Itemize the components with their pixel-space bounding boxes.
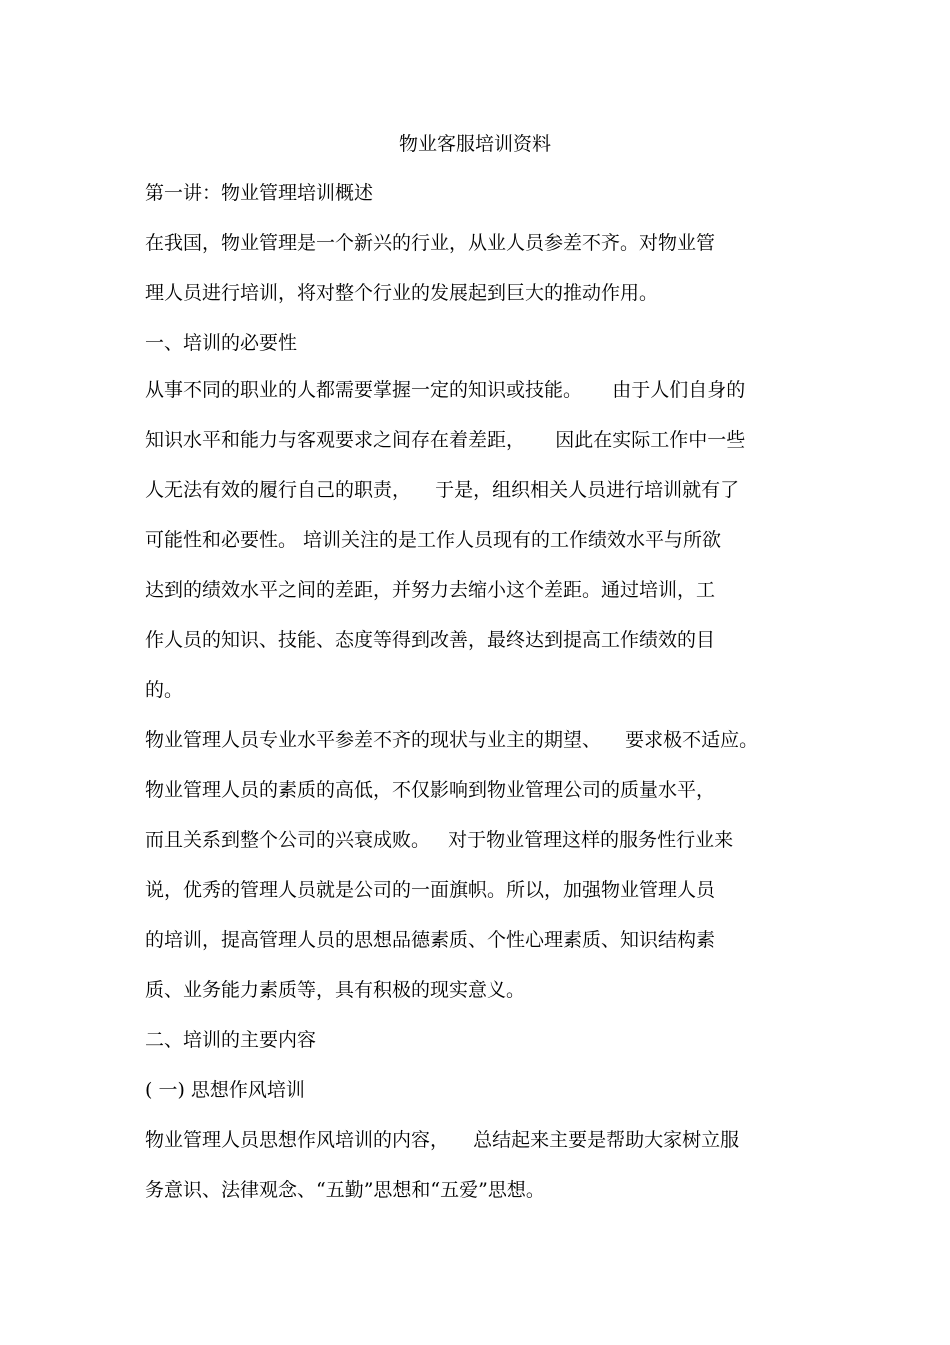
paragraph-line: 在我国，物业管理是一个新兴的行业，从业人员参差不齐。对物业管 (145, 232, 716, 254)
document-title: 物业客服培训资料 (398, 133, 551, 155)
paragraph-line: 质、业务能力素质等，具有积极的现实意义。 (145, 979, 526, 1001)
paragraph-line: 的。 (145, 679, 184, 701)
section-heading: 一、培训的必要性 (145, 332, 298, 354)
paragraph-line: 而且关系到整个公司的兴衰成败。 对于物业管理这样的服务性行业来 (145, 829, 734, 851)
section-heading: 二、培训的主要内容 (145, 1029, 317, 1051)
paragraph-line: 务意识、法律观念、“五勤”思想和“五爱”思想。 (145, 1179, 545, 1201)
subsection-heading: ( 一) 思想作风培训 (145, 1079, 305, 1101)
paragraph-line: 物业管理人员专业水平参差不齐的现状与业主的期望、 要求极不适应。 (145, 729, 759, 751)
paragraph-line: 理人员进行培训，将对整个行业的发展起到巨大的推动作用。 (145, 282, 659, 304)
paragraph-line: 作人员的知识、技能、态度等得到改善，最终达到提高工作绩效的目 (145, 629, 716, 651)
paragraph-line: 达到的绩效水平之间的差距，并努力去缩小这个差距。通过培训，工 (145, 579, 716, 601)
paragraph-line: 说，优秀的管理人员就是公司的一面旗帜。所以，加强物业管理人员 (145, 879, 716, 901)
paragraph-line: 人无法有效的履行自己的职责， 于是，组织相关人员进行培训就有了 (145, 479, 740, 501)
paragraph-line: 可能性和必要性。 培训关注的是工作人员现有的工作绩效水平与所欲 (145, 529, 722, 551)
paragraph-line: 从事不同的职业的人都需要掌握一定的知识或技能。 由于人们自身的 (145, 379, 746, 401)
paragraph-line: 物业管理人员思想作风培训的内容， 总结起来主要是帮助大家树立服 (145, 1129, 740, 1151)
paragraph-line: 物业管理人员的素质的高低，不仅影响到物业管理公司的质量水平， (145, 779, 716, 801)
paragraph-line: 知识水平和能力与客观要求之间存在着差距， 因此在实际工作中一些 (145, 429, 746, 451)
paragraph-line: 的培训，提高管理人员的思想品德素质、个性心理素质、知识结构素 (145, 929, 716, 951)
lecture-heading: 第一讲：物业管理培训概述 (145, 182, 374, 204)
